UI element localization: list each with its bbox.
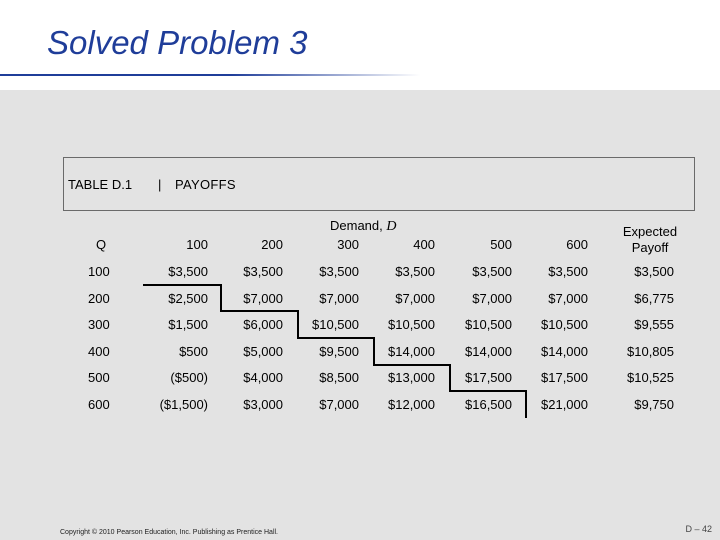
demand-header	[330, 218, 397, 235]
expected-payoff-cell: $9,750	[634, 397, 674, 412]
payoff-cell: $8,500	[319, 370, 359, 385]
staircase-line	[373, 337, 375, 366]
expected-payoff-cell: $3,500	[634, 264, 674, 279]
row-q-400: 400	[88, 344, 110, 359]
payoff-cell: $9,500	[319, 344, 359, 359]
payoff-cell: $4,000	[243, 370, 283, 385]
payoff-cell: $7,000	[319, 291, 359, 306]
row-q-100: 100	[88, 264, 110, 279]
payoff-cell: $5,000	[243, 344, 283, 359]
demand-label: Demand,	[330, 218, 383, 233]
staircase-line	[449, 364, 451, 392]
column-header-demand-300: 300	[337, 237, 359, 252]
payoff-cell: $6,000	[243, 317, 283, 332]
payoff-cell: $2,500	[168, 291, 208, 306]
payoff-cell: $17,500	[465, 370, 512, 385]
payoff-cell: $12,000	[388, 397, 435, 412]
payoff-cell: $3,500	[395, 264, 435, 279]
payoff-cell: $10,500	[388, 317, 435, 332]
payoff-cell: $7,000	[243, 291, 283, 306]
payoff-cell: $3,500	[319, 264, 359, 279]
row-q-300: 300	[88, 317, 110, 332]
payoff-cell: $7,000	[548, 291, 588, 306]
table-title: PAYOFFS	[175, 177, 236, 192]
staircase-line	[220, 284, 222, 312]
payoff-cell: $10,500	[541, 317, 588, 332]
staircase-line	[449, 390, 527, 392]
staircase-line	[220, 310, 299, 312]
slide-title: Solved Problem 3	[47, 24, 308, 61]
payoff-cell: $17,500	[541, 370, 588, 385]
payoff-cell: $3,500	[168, 264, 208, 279]
payoff-cell: $7,000	[395, 291, 435, 306]
expected-payoff-cell: $6,775	[634, 291, 674, 306]
staircase-line	[373, 364, 451, 366]
table-number: TABLE D.1	[68, 177, 133, 192]
payoff-cell: $14,000	[541, 344, 588, 359]
payoff-cell: $21,000	[541, 397, 588, 412]
row-q-500: 500	[88, 370, 110, 385]
payoff-cell: $3,000	[243, 397, 283, 412]
copyright-footer: Copyright © 2010 Pearson Education, Inc. Publishing as Prentice Hall.	[60, 529, 279, 536]
expected-payoff-cell: $10,805	[627, 344, 674, 359]
column-header-expected-line2: Payoff	[631, 240, 669, 255]
payoff-cell: ($1,500)	[159, 397, 208, 412]
payoff-cell: $10,500	[312, 317, 359, 332]
row-q-600: 600	[88, 397, 110, 412]
column-header-expected: Expected	[622, 224, 678, 239]
column-header-q: Q	[96, 237, 107, 252]
staircase-line	[525, 390, 527, 418]
payoff-cell: $14,000	[465, 344, 512, 359]
staircase-line	[143, 284, 220, 286]
payoff-cell: $13,000	[388, 370, 435, 385]
payoff-cell: ($500)	[170, 370, 208, 385]
column-header-demand-400: 400	[413, 237, 435, 252]
payoff-cell: $7,000	[319, 397, 359, 412]
staircase-line	[297, 310, 299, 339]
demand-symbol: D	[386, 219, 397, 234]
column-header-demand-500: 500	[490, 237, 512, 252]
payoff-cell: $1,500	[168, 317, 208, 332]
title-underline	[0, 74, 420, 76]
page-number: D – 42	[685, 524, 712, 534]
payoff-cell: $3,500	[243, 264, 283, 279]
table-title-separator: |	[158, 177, 162, 192]
column-header-demand-100: 100	[186, 237, 208, 252]
payoff-cell: $16,500	[465, 397, 512, 412]
row-q-200: 200	[88, 291, 110, 306]
expected-payoff-cell: $9,555	[634, 317, 674, 332]
expected-payoff-cell: $10,525	[627, 370, 674, 385]
column-header-demand-200: 200	[261, 237, 283, 252]
payoff-cell: $3,500	[548, 264, 588, 279]
staircase-line	[297, 337, 375, 339]
payoff-cell: $7,000	[472, 291, 512, 306]
payoff-cell: $14,000	[388, 344, 435, 359]
payoff-cell: $10,500	[465, 317, 512, 332]
payoff-cell: $3,500	[472, 264, 512, 279]
column-header-demand-600: 600	[566, 237, 588, 252]
payoff-cell: $500	[179, 344, 208, 359]
